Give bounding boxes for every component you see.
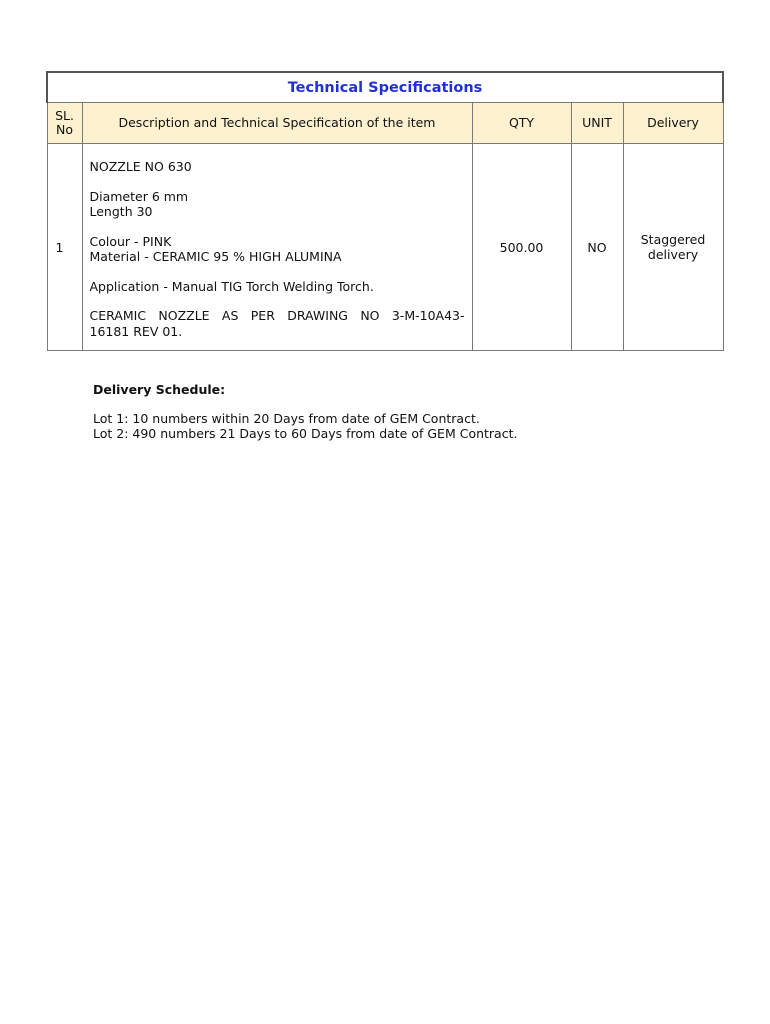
table-header-row	[47, 103, 723, 144]
table-title: Technical Specifications	[47, 72, 723, 103]
delivery-schedule	[93, 382, 693, 441]
item-colour: Colour - PINK	[89, 233, 172, 249]
row-qty: 500.00	[472, 144, 571, 351]
header-qty: QTY	[472, 103, 571, 144]
delivery-schedule-title: Delivery Schedule:	[93, 382, 226, 397]
technical-specifications-table	[46, 71, 724, 351]
row-delivery	[623, 144, 723, 351]
table-row	[47, 144, 723, 351]
header-delivery: Delivery	[623, 103, 723, 144]
header-no-label: No	[56, 122, 73, 137]
header-sl-no	[47, 103, 82, 144]
item-application: Application - Manual TIG Torch Welding Torch.	[89, 278, 374, 294]
header-unit: UNIT	[571, 103, 623, 144]
item-diameter: Diameter 6 mm	[89, 188, 189, 204]
header-sl-label: SL.	[55, 108, 74, 123]
item-drawing-line1: CERAMIC NOZZLE AS PER DRAWING NO 3-M-10A43-	[89, 308, 465, 323]
item-length: Length 30	[89, 204, 153, 219]
row-description	[82, 144, 472, 351]
item-material: Material - CERAMIC 95 % HIGH ALUMINA	[89, 249, 342, 264]
row-unit: NO	[571, 144, 623, 351]
lot-1-line: Lot 1: 10 numbers within 20 Days from date of GEM Contract.	[93, 411, 480, 426]
header-description: Description and Technical Specification of the item	[82, 103, 472, 144]
delivery-line1: Staggered	[640, 232, 706, 247]
item-name: NOZZLE NO 630	[89, 159, 192, 174]
item-drawing-line2: 16181 REV 01.	[89, 323, 183, 339]
row-sl-no: 1	[47, 144, 82, 351]
delivery-line2: delivery	[647, 247, 699, 262]
lot-2-line: Lot 2: 490 numbers 21 Days to 60 Days from date of GEM Contract.	[93, 426, 518, 441]
